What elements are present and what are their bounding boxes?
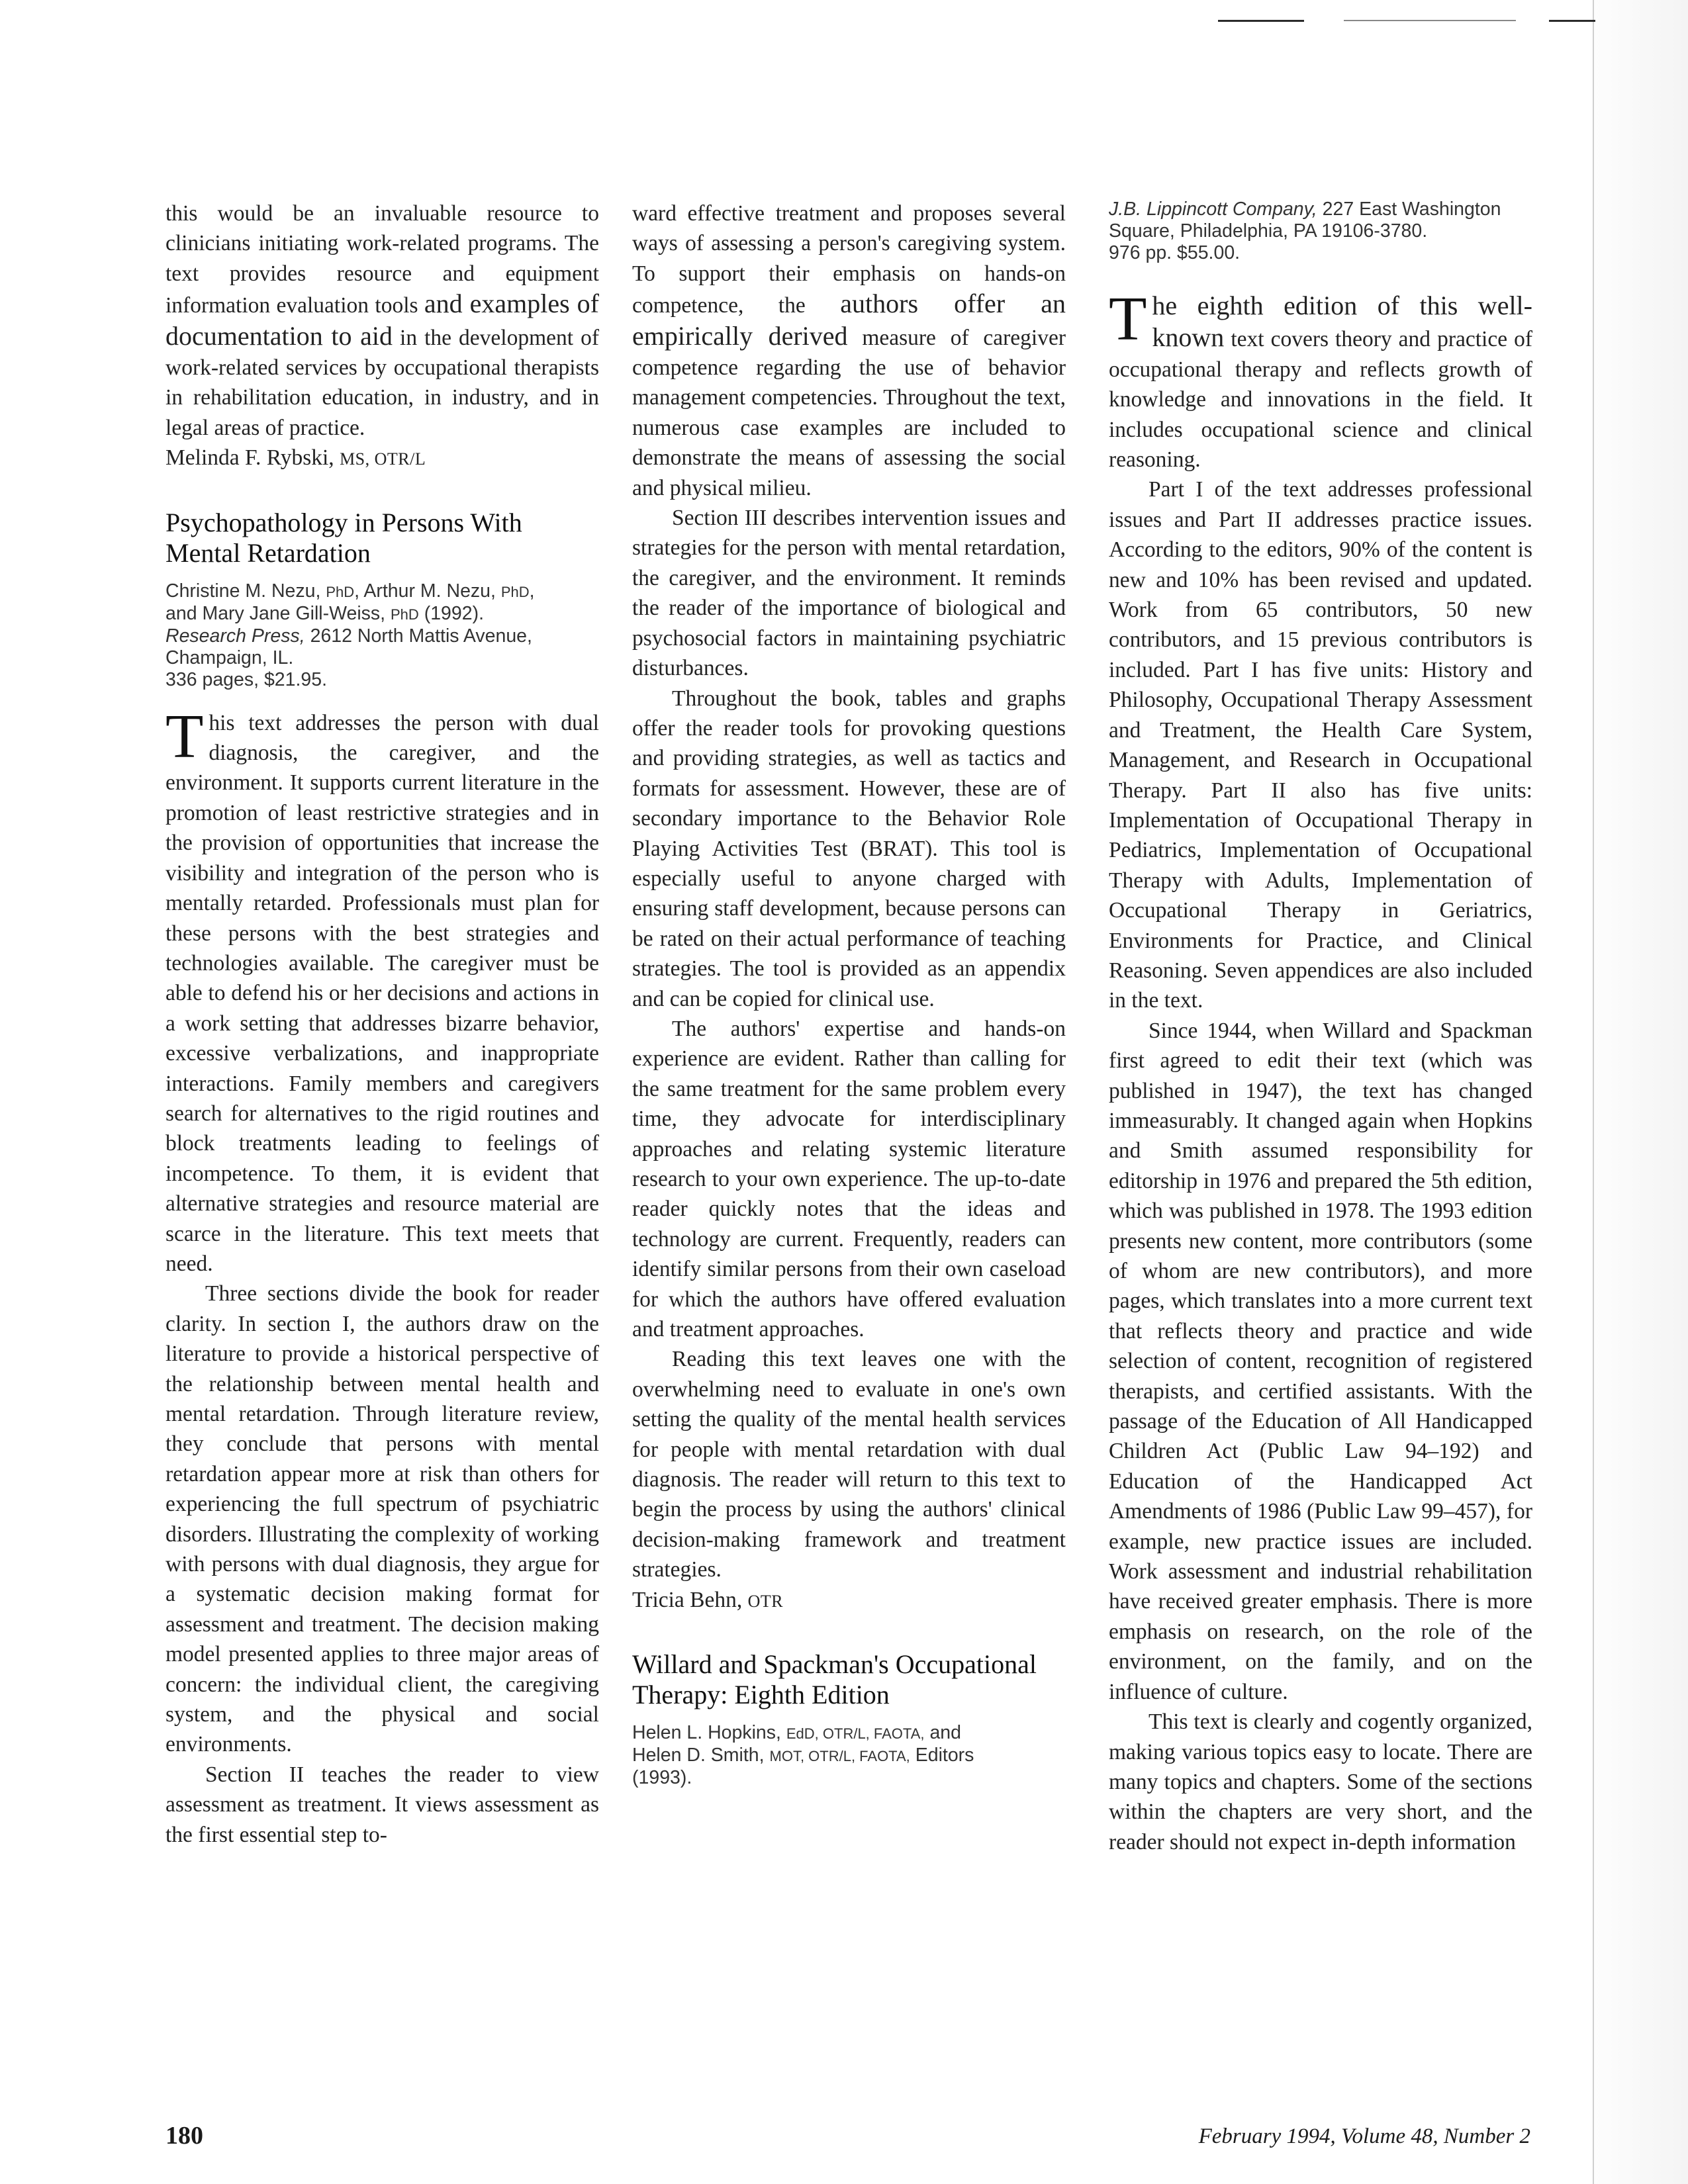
publisher: Research Press, <box>165 625 305 647</box>
author: , Arthur M. Nezu, <box>354 580 496 602</box>
top-rule <box>1218 20 1304 22</box>
publisher: J.B. Lippincott Company, <box>1109 199 1317 220</box>
degree: PhD <box>391 606 419 623</box>
paragraph: This text is clearly and cogently organized, making various topics easy to locate. There are many topics and chapters. Some of the sections within the chapters are very short, and the reader should not expect in-depth information <box>1109 1709 1532 1854</box>
conjunction: and <box>929 1722 961 1744</box>
author: and Mary Jane Gill-Weiss, <box>165 602 386 624</box>
year: (1992). <box>424 602 485 624</box>
top-rule <box>1344 20 1516 21</box>
paragraph: Part I of the text addresses professional issues and Part II addresses practice issues. According to the editors, 90% of the content is new and 10% has been revised and updated. Work from 65 contributors, 50 new contributors, and 15 previous contributors is included. Part I has five units: History and Philosophy, Occupational Therapy Assessment and Treatment, the Health Care System, Management, and Research in Occupational Therapy. Part II also has five units: Implementation of Occupational Therapy in Pediatrics, Implementation of Occupational Therapy with Adults, Implementation of Occupational Therapy in Geriatrics, Environments for Practice, and Clinical Reasoning. Seven appendices are also included in the text. <box>1109 477 1532 1013</box>
text: in the development of work-related services by occupational therapists in rehabilitation education, in industry, and in legal areas of practice. <box>165 325 600 440</box>
text: ward effective treatment and proposes several ways of assessing a person's caregiving system. To support their emphasis on hands-on competence, the <box>632 201 1066 318</box>
column-3 <box>1109 199 1532 1857</box>
top-rule <box>1549 20 1595 22</box>
degree: MOT, OTR/L, FAOTA, <box>769 1748 910 1765</box>
text-large: authors offer an empirically derived <box>632 289 1066 351</box>
paragraph: The authors' expertise and hands-on experience are evident. Rather than calling for the same treatment for the same problem every time, they advocate for interdisciplinary approaches and relating systemic literature research to your own experience. The up-to-date reader quickly notes that the ideas and technology are current. Frequently, readers can identify similar persons from their own caseload for which the authors have offered evaluation and treatment approaches. <box>632 1016 1066 1342</box>
paragraph <box>1109 285 1532 475</box>
text: measure of caregiver competence regarding the use of behavior management competencies. Throughout the text, numerous case examples are included to demonstrate the means of assessing the social and physical milieu. <box>632 325 1066 500</box>
text-large: The eighth edition of this well-known <box>1109 285 1532 353</box>
paragraph: Since 1944, when Willard and Spackman first agreed to edit their text (which was published in 1947), the text has changed immeasurably. It changed again when Hopkins and Smith assumed responsibility for editorship in 1976 and prepared the 5th edition, which was published in 1978. The 1993 edition presents new content, more contributors (some of whom are new contributors), and more pages, which translates into a more current text that reflects theory and practice and wide selection of content, recognition of registered therapists, and certified assistants. With the passage of the Education of All Handicapped Children Act (Public Law 94–192) and Education of the Handicapped Act Amendments of 1986 (Public Law 99–457), for example, new practice issues are included. Work assessment and industrial rehabilitation have received greater emphasis. There is more emphasis on research, on the role of the environment, on the family, and on the influence of culture. <box>1109 1018 1532 1704</box>
paragraph: This text addresses the person with dual diagnosis, the caregiver, and the environment. It supports current literature in the promotion of least restrictive strategies and in the provision of opportunities that increase the visibility and integration of the person who is mentally retarded. Professionals must plan for these persons with the best strategies and technologies available. The caregiver must be able to defend his or her decisions and actions in a work setting that addresses bizarre behavior, excessive verbalizations, and inappropriate interactions. Family members and caregivers search for alternatives to the rigid routines and block treatments leading to feelings of incompetence. To them, it is evident that alternative strategies and resource material are scarce in the literature. This text meets that need. <box>165 702 599 1276</box>
paragraph <box>632 199 1066 503</box>
column-2 <box>632 199 1066 1806</box>
degree: PhD <box>326 583 355 600</box>
degree: EdD, OTR/L, FAOTA, <box>786 1725 925 1743</box>
text-large: and examples of documentation to aid <box>165 289 599 351</box>
review-title: Psychopathology in Persons With Mental Retardation <box>165 507 522 568</box>
reviewer-credentials: OTR <box>747 1591 784 1611</box>
degree: PhD <box>500 583 530 600</box>
address: 2612 North Mattis Avenue, Champaign, IL. <box>165 625 532 668</box>
author: Christine M. Nezu, <box>165 580 321 602</box>
reviewer-signature <box>165 443 599 474</box>
book-citation <box>632 1722 1066 1789</box>
scan-page-edge <box>1593 0 1688 2184</box>
paragraph: Reading this text leaves one with the overwhelming need to evaluate in one's own setting the quality of the mental health services for people with mental retardation with dual diagnosis. The reader will return to this text to begin the process by using the authors' clinical decision-making framework and treatment strategies. <box>632 1347 1066 1582</box>
book-citation <box>165 580 599 691</box>
review-title: Willard and Spackman's Occupational Therapy: Eighth Edition <box>632 1649 1037 1710</box>
book-citation-continued <box>1109 199 1532 264</box>
paragraph <box>165 199 599 443</box>
address: 227 East Washington Square, Philadelphia, PA 19106-3780. <box>1109 199 1501 242</box>
role: Editors <box>915 1745 974 1766</box>
paragraph: Throughout the book, tables and graphs offer the reader tools for provoking questions and providing strategies, as well as tactics and formats for assessment. However, these are of secondary importance to the Behavior Role Playing Activities Test (BRAT). This tool is especially useful to anyone charged with ensuring staff development, because persons can be rated on their actual performance of teaching strategies. The tool is provided as an appendix and can be copied for clinical use. <box>632 686 1066 1011</box>
paragraph: Section II teaches the reader to view assessment as treatment. It views assessment as the first essential step to- <box>165 1762 599 1847</box>
reviewer-credentials: MS, OTR/L <box>340 449 426 469</box>
page-number: 180 <box>165 2122 203 2150</box>
paragraph: Section III describes intervention issues and strategies for the person with mental retardation, the caregiver, and the environment. It reminds the reader of the importance of biological and psychosocial factors in maintaining psychiatric disturbances. <box>632 506 1066 681</box>
journal-issue: February 1994, Volume 48, Number 2 <box>1198 2124 1530 2148</box>
paragraph: Three sections divide the book for reader clarity. In section I, the authors draw on the literature to provide a historical perspective of the relationship between mental health and mental retardation. Through literature review, they conclude that persons with mental retardation appear more at risk than others for experiencing the full spectrum of psychiatric disorders. Illustrating the complexity of working with persons with dual diagnosis, they argue for a systematic decision making format for assessment and treatment. The decision making model presented applies to three major areas of concern: the individual client, the caregiving system, and the physical and social environments. <box>165 1281 599 1757</box>
price: 976 pp. $55.00. <box>1109 242 1241 263</box>
author: Helen D. Smith, <box>632 1745 765 1766</box>
punctuation: , <box>529 580 535 602</box>
column-1 <box>165 199 599 1850</box>
text: text covers theory and practice of occupational therapy and reflects growth of knowledge and innovations in the field. It includes occupational science and clinical reasoning. <box>1109 327 1532 473</box>
reviewer-name: Melinda F. Rybski, <box>165 445 334 471</box>
text: this would be an invaluable resource to clinicians initiating work-related programs. The text provides resource and equipment information evaluation tools <box>165 201 599 318</box>
author: Helen L. Hopkins, <box>632 1722 781 1744</box>
reviewer-signature <box>632 1585 1066 1616</box>
reviewer-name: Tricia Behn, <box>632 1587 743 1612</box>
year: (1993). <box>632 1767 692 1789</box>
price: 336 pages, $21.95. <box>165 668 328 690</box>
